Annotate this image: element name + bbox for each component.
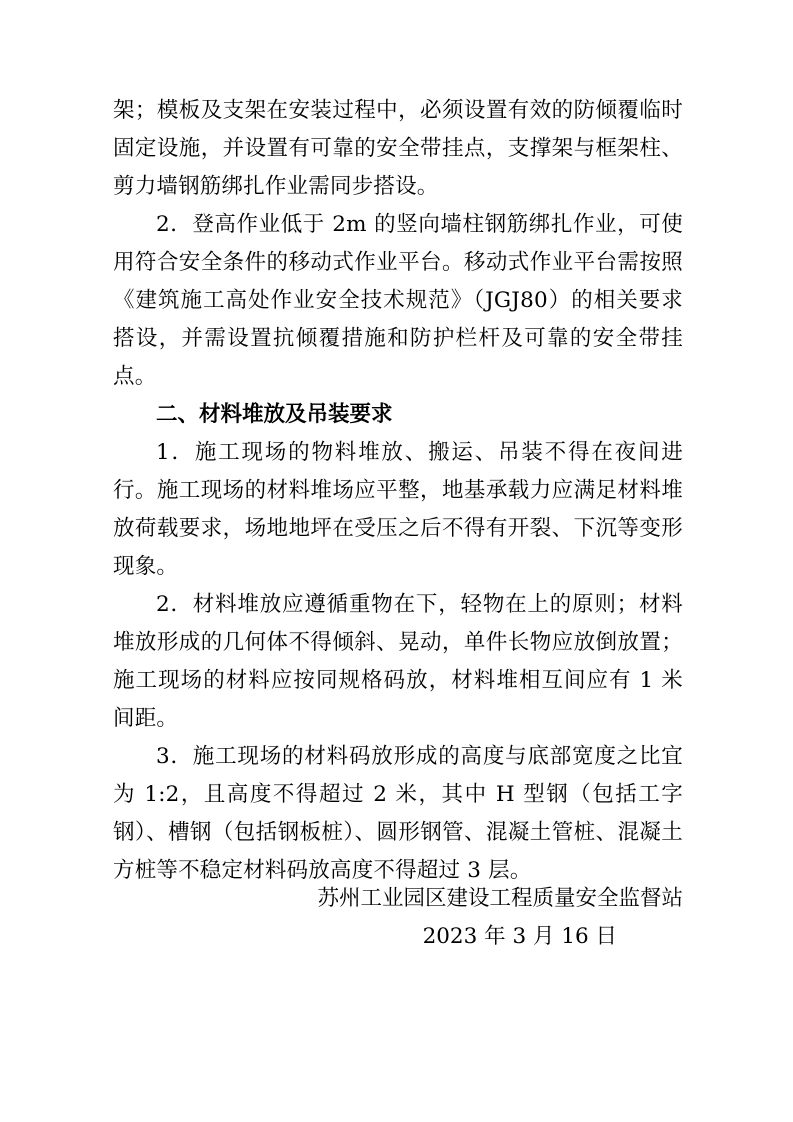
signature-date: 2023 年 3 月 16 日 xyxy=(422,924,617,949)
signature-block xyxy=(113,880,683,956)
paragraph-item-1-2: 2．登高作业低于 2m 的竖向墙柱钢筋绑扎作业，可使用符合安全条件的移动式作业平台。移动式作业平台需按照《建筑施工高处作业安全技术规范》（JGJ80）的相关要求搭设，并需设置抗倾覆措施和防护栏杆及可靠的安全带挂点。 xyxy=(113,212,683,389)
signature-organization: 苏州工业园区建设工程质量安全监督站 xyxy=(317,886,683,911)
section-heading-materials: 二、材料堆放及吊装要求 xyxy=(156,402,393,427)
paragraph-item-2-2: 2．材料堆放应遵循重物在下，轻物在上的原则；材料堆放形成的几何体不得倾斜、晃动，单件长物应放倒放置；施工现场的材料应按同规格码放，材料堆相互间应有 1 米间距。 xyxy=(113,592,683,731)
paragraph-item-2-1: 1．施工现场的物料堆放、搬运、吊装不得在夜间进行。施工现场的材料堆场应平整，地基承载力应满足材料堆放荷载要求，场地地坪在受压之后不得有开裂、下沉等变形现象。 xyxy=(113,440,683,579)
document-body xyxy=(113,92,683,890)
paragraph-item-2-3: 3．施工现场的材料码放形成的高度与底部宽度之比宜为 1:2，且高度不得超过 2 米，其中 H 型钢（包括工字钢）、槽钢（包括钢板桩）、圆形钢管、混凝土管桩、混凝土方桩等不稳定材料码放高度不得超过 3 层。 xyxy=(113,744,683,883)
paragraph-continuation: 架；模板及支架在安装过程中，必须设置有效的防倾覆临时固定设施，并设置有可靠的安全带挂点，支撑架与框架柱、剪力墙钢筋绑扎作业需同步搭设。 xyxy=(113,98,683,199)
